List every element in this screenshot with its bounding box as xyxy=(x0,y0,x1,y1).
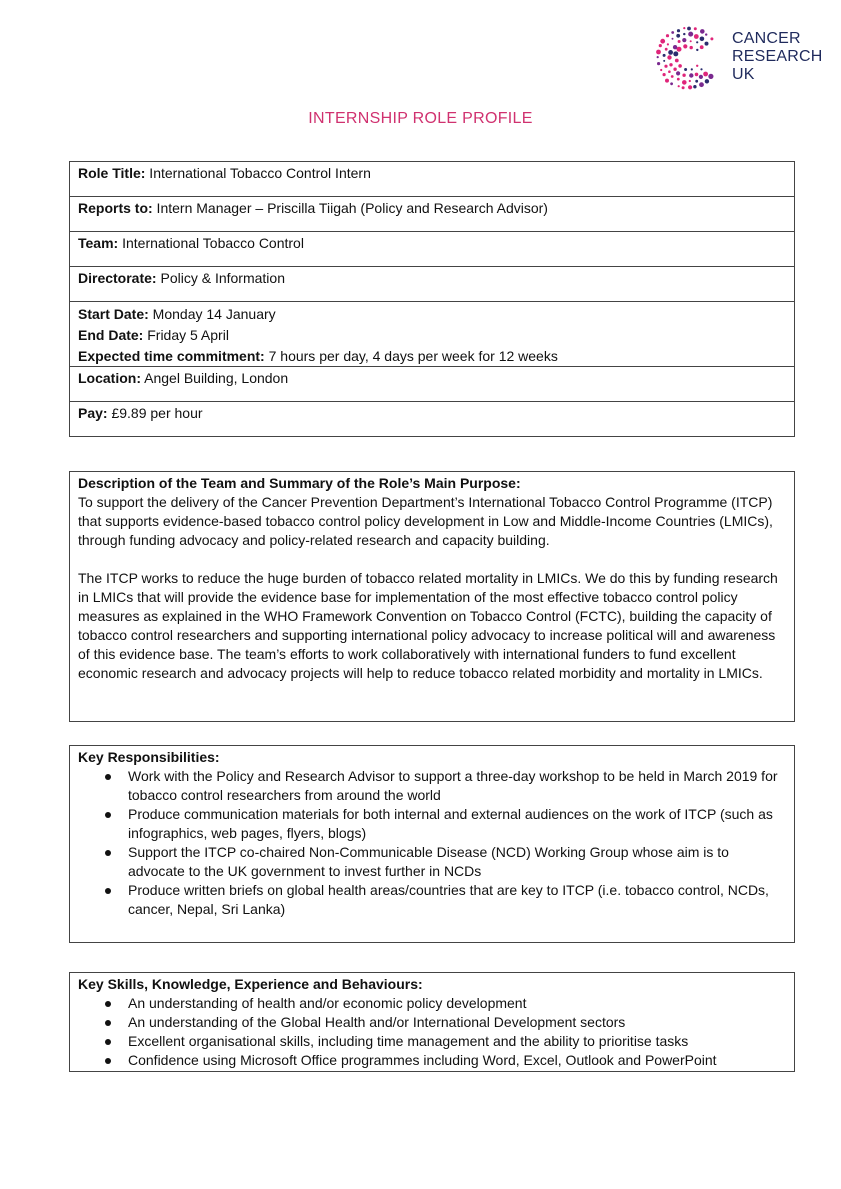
logo-dot xyxy=(667,43,669,45)
logo-dot xyxy=(678,85,680,87)
list-item: An understanding of health and/or economic policy development xyxy=(128,994,786,1013)
logo-line-1: CANCER xyxy=(732,30,801,47)
logo-dot xyxy=(700,29,705,34)
directorate-label: Directorate: xyxy=(78,270,157,286)
end-date-label: End Date: xyxy=(78,327,144,343)
description-heading: Description of the Team and Summary of the Role’s Main Purpose: xyxy=(78,475,521,491)
skills-list xyxy=(78,994,786,1070)
time-commitment xyxy=(78,346,786,367)
list-item: Work with the Policy and Research Advisor to support a three-day workshop to be held in March 2019 for tobacco control researchers from around the world xyxy=(128,767,786,805)
logo-dot xyxy=(683,33,685,35)
logo-dot xyxy=(700,45,704,49)
logo-dot xyxy=(657,62,660,65)
logo-dot xyxy=(677,29,680,32)
logo-dot xyxy=(690,46,693,49)
logo-dot xyxy=(688,85,692,89)
logo-dot xyxy=(682,74,685,77)
logo-dot xyxy=(700,68,702,70)
logo-dot xyxy=(682,38,686,42)
role-title-value: International Tobacco Control Intern xyxy=(145,165,371,181)
logo-dot xyxy=(667,55,671,59)
logo-dot xyxy=(696,49,698,51)
reports-to-label: Reports to: xyxy=(78,200,153,216)
logo-dot xyxy=(694,34,699,39)
logo-dot xyxy=(703,72,708,77)
logo-dot xyxy=(673,45,677,49)
role-title-label: Role Title: xyxy=(78,165,146,181)
logo-dot xyxy=(696,65,698,67)
row-directorate xyxy=(70,267,794,302)
row-reports-to xyxy=(70,197,794,232)
end-date-value: Friday 5 April xyxy=(143,327,229,343)
row-dates xyxy=(70,302,794,367)
logo-dot xyxy=(678,40,681,43)
logo-dot xyxy=(682,86,685,89)
logo-dot xyxy=(689,73,693,77)
logo-dot xyxy=(688,32,693,37)
logo-dot xyxy=(695,73,699,77)
logo-dot xyxy=(663,60,665,62)
location-value: Angel Building, London xyxy=(141,370,289,386)
logo-dot xyxy=(663,73,666,76)
skills-section xyxy=(69,972,795,1072)
cancer-research-uk-logo xyxy=(652,26,832,90)
logo-dot xyxy=(663,54,666,57)
location-label: Location: xyxy=(78,370,141,386)
logo-dot xyxy=(694,27,697,30)
logo-dot xyxy=(699,75,703,79)
time-commitment-label: Expected time commitment: xyxy=(78,348,265,364)
team-value: International Tobacco Control xyxy=(118,235,304,251)
logo-dot xyxy=(705,42,709,46)
page-title: INTERNSHIP ROLE PROFILE xyxy=(308,110,533,127)
logo-dot xyxy=(687,27,691,31)
logo-dot xyxy=(693,85,696,88)
row-role-title xyxy=(70,162,794,197)
list-item: An understanding of the Global Health and/or International Development sectors xyxy=(128,1013,786,1032)
logo-dot xyxy=(660,39,665,44)
description-paragraph-1: To support the delivery of the Cancer Prevention Department’s International Tobacco Control Programme (ITCP) that supports evidence-based tobacco control policy development in Low and Middle-Income Countries (LMICs), through funding advocacy and policy-related research and capacity building. xyxy=(78,494,773,548)
skills-heading: Key Skills, Knowledge, Experience and Behaviours: xyxy=(78,976,423,992)
list-item: Excellent organisational skills, including time management and the ability to prioritise tasks xyxy=(128,1032,786,1051)
row-team xyxy=(70,232,794,267)
end-date xyxy=(78,325,786,346)
logo-dot xyxy=(671,75,674,78)
row-pay xyxy=(70,402,794,436)
logo-dot xyxy=(671,31,674,34)
logo-mark-icon xyxy=(652,26,724,90)
list-item: Produce communication materials for both internal and external audiences on the work of ITCP (such as infographics, web pages, flyers, blogs) xyxy=(128,805,786,843)
logo-dot xyxy=(668,50,673,55)
responsibilities-section xyxy=(69,745,795,943)
reports-to-value: Intern Manager – Priscilla Tiigah (Policy and Research Advisor) xyxy=(152,200,548,216)
responsibilities-heading: Key Responsibilities: xyxy=(78,749,220,765)
description-paragraph-2: The ITCP works to reduce the huge burden of tobacco related mortality in LMICs. We do this by funding research in LMICs that will provide the evidence base for implementation of the most effective tobacco control policy measures as explained in the WHO Framework Convention on Tobacco Control (FCTC), building the capacity of tobacco control researchers and supporting international policy advocacy to increase political will and awareness of this evidence base. The team’s efforts to work collaboratively with international funders to fund excellent economic research and advocacy projects will help to reduce tobacco related morbidity and mortality in LMICs. xyxy=(78,570,778,681)
logo-dot xyxy=(677,78,680,81)
list-item: Produce written briefs on global health areas/countries that are key to ITCP (i.e. tobacco control, NCDs, cancer, Nepal, Sri Lanka) xyxy=(128,881,786,919)
pay-value: £9.89 per hour xyxy=(107,405,203,421)
logo-dot xyxy=(678,64,682,68)
logo-dot xyxy=(673,51,678,56)
logo-dot xyxy=(684,68,687,71)
description-section xyxy=(69,471,795,722)
logo-dot xyxy=(700,37,705,42)
directorate-value: Policy & Information xyxy=(156,270,285,286)
logo-dot xyxy=(699,82,704,87)
logo-dot xyxy=(672,38,674,40)
logo-dot xyxy=(705,79,709,83)
pay-label: Pay: xyxy=(78,405,108,421)
logo-dot xyxy=(710,37,713,40)
logo-dot xyxy=(668,70,671,73)
logo-dot xyxy=(689,80,691,82)
logo-dot xyxy=(683,27,685,29)
logo-dot xyxy=(691,68,693,70)
logo-dot xyxy=(676,71,680,75)
start-date-value: Monday 14 January xyxy=(148,306,276,322)
logo-dot xyxy=(683,44,687,48)
row-location xyxy=(70,367,794,402)
role-details-table xyxy=(69,161,795,437)
logo-dot xyxy=(656,50,661,55)
team-label: Team: xyxy=(78,235,119,251)
logo-dot xyxy=(669,63,672,66)
logo-wordmark xyxy=(732,30,823,84)
logo-line-2: RESEARCH xyxy=(732,48,823,65)
logo-dot xyxy=(666,34,669,37)
logo-dot xyxy=(708,74,713,79)
logo-dot xyxy=(664,65,667,68)
logo-dot xyxy=(690,40,692,42)
logo-dot xyxy=(682,80,687,85)
responsibilities-list xyxy=(78,767,786,919)
logo-dot xyxy=(665,79,669,83)
logo-dot xyxy=(695,80,698,83)
logo-dot xyxy=(665,48,668,51)
logo-dot xyxy=(673,68,676,71)
logo-dot xyxy=(675,59,679,63)
logo-dot xyxy=(696,41,698,43)
logo-dot xyxy=(657,56,659,58)
list-item: Confidence using Microsoft Office programmes including Word, Excel, Outlook and PowerPoint xyxy=(128,1051,786,1070)
logo-dot xyxy=(705,33,707,35)
list-item: Support the ITCP co-chaired Non-Communicable Disease (NCD) Working Group whose aim is to advocate to the UK government to invest further in NCDs xyxy=(128,843,786,881)
logo-dot xyxy=(660,69,662,71)
start-date-label: Start Date: xyxy=(78,306,149,322)
logo-line-3: UK xyxy=(732,66,755,83)
logo-dot xyxy=(670,82,673,85)
time-commitment-value: 7 hours per day, 4 days per week for 12 weeks xyxy=(264,348,558,364)
logo-dot xyxy=(659,44,662,47)
logo-dot xyxy=(676,34,680,38)
start-date xyxy=(78,304,786,325)
